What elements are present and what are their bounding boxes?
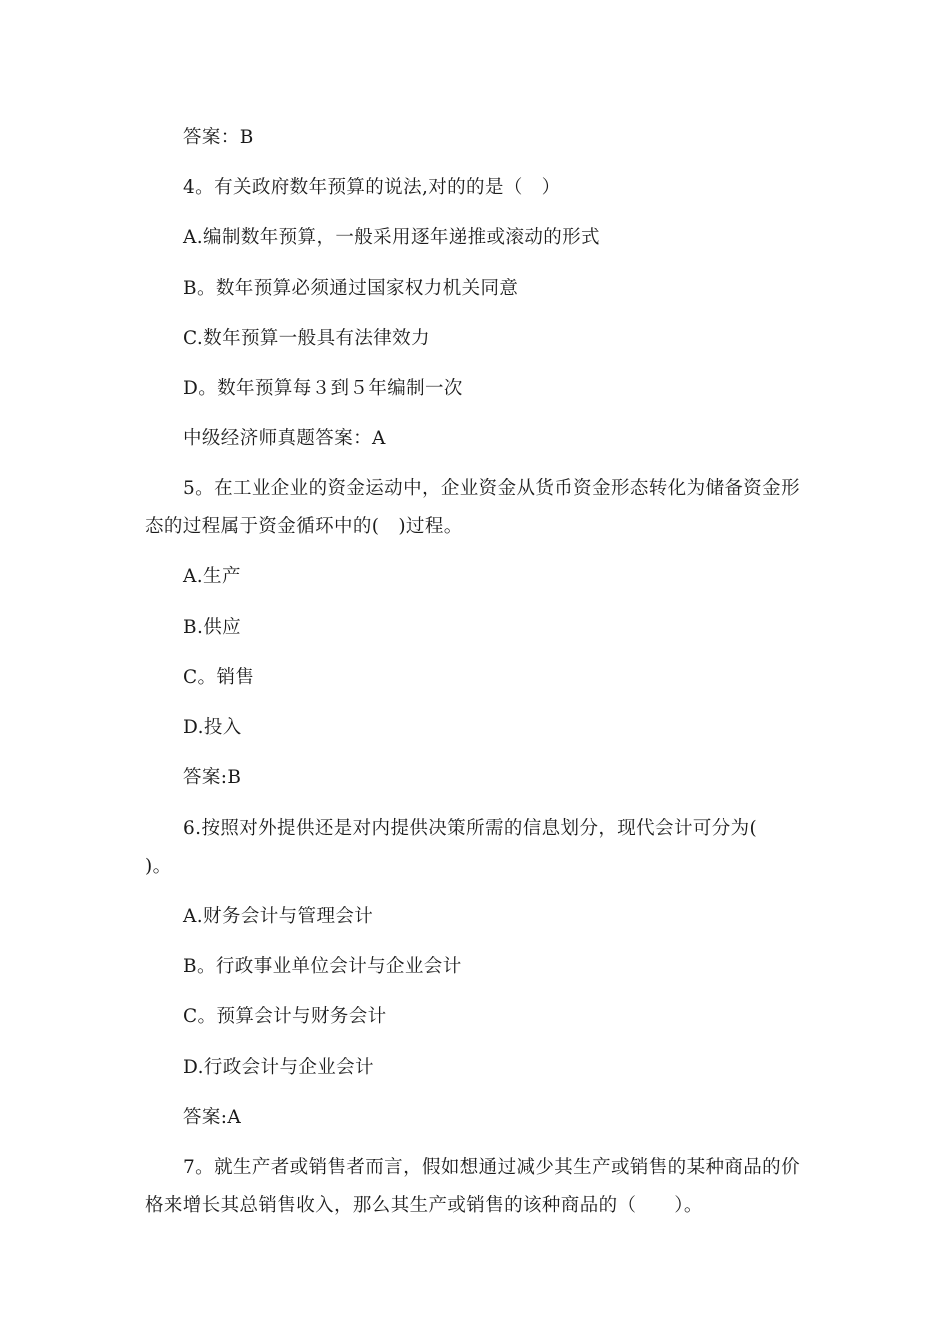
question-7-line-1: 7。就生产者或销售者而言，假如想通过减少其生产或销售的某种商品的价 (183, 1157, 800, 1178)
q5-option-c: C。销售 (183, 667, 255, 688)
answer-q5: 答案:B (183, 767, 242, 788)
answer-q4: 中级经济师真题答案：A (183, 428, 386, 449)
q5-option-b: B.供应 (183, 617, 242, 638)
question-6-line-2: )。 (145, 856, 172, 877)
question-5-line-2: 态的过程属于资金循环中的( )过程。 (145, 516, 463, 537)
q4-option-b: B。数年预算必须通过国家权力机关同意 (183, 278, 519, 299)
q6-option-d: D.行政会计与企业会计 (183, 1057, 374, 1078)
question-7-line-2: 格来增长其总销售收入，那么其生产或销售的该种商品的（ ）。 (145, 1195, 703, 1216)
q6-option-b: B。行政事业单位会计与企业会计 (183, 956, 462, 977)
q4-option-c: C.数年预算一般具有法律效力 (183, 328, 430, 349)
q6-option-a: A.财务会计与管理会计 (183, 906, 374, 927)
answer-q6: 答案:A (183, 1107, 242, 1128)
q6-option-c: C。预算会计与财务会计 (183, 1006, 387, 1027)
question-6-line-1: 6.按照对外提供还是对内提供决策所需的信息划分，现代会计可分为( (183, 818, 758, 839)
answer-q3: 答案：B (183, 127, 254, 148)
q4-option-a: A.编制数年预算，一般采用逐年递推或滚动的形式 (183, 227, 600, 248)
q4-option-d: D。数年预算每３到５年编制一次 (183, 378, 463, 399)
question-5-line-1: 5。在工业企业的资金运动中，企业资金从货币资金形态转化为储备资金形 (183, 478, 800, 499)
q5-option-a: A.生产 (183, 566, 241, 587)
question-4: 4。有关政府数年预算的说法,对的的是（ ） (183, 177, 561, 198)
q5-option-d: D.投入 (183, 717, 242, 738)
